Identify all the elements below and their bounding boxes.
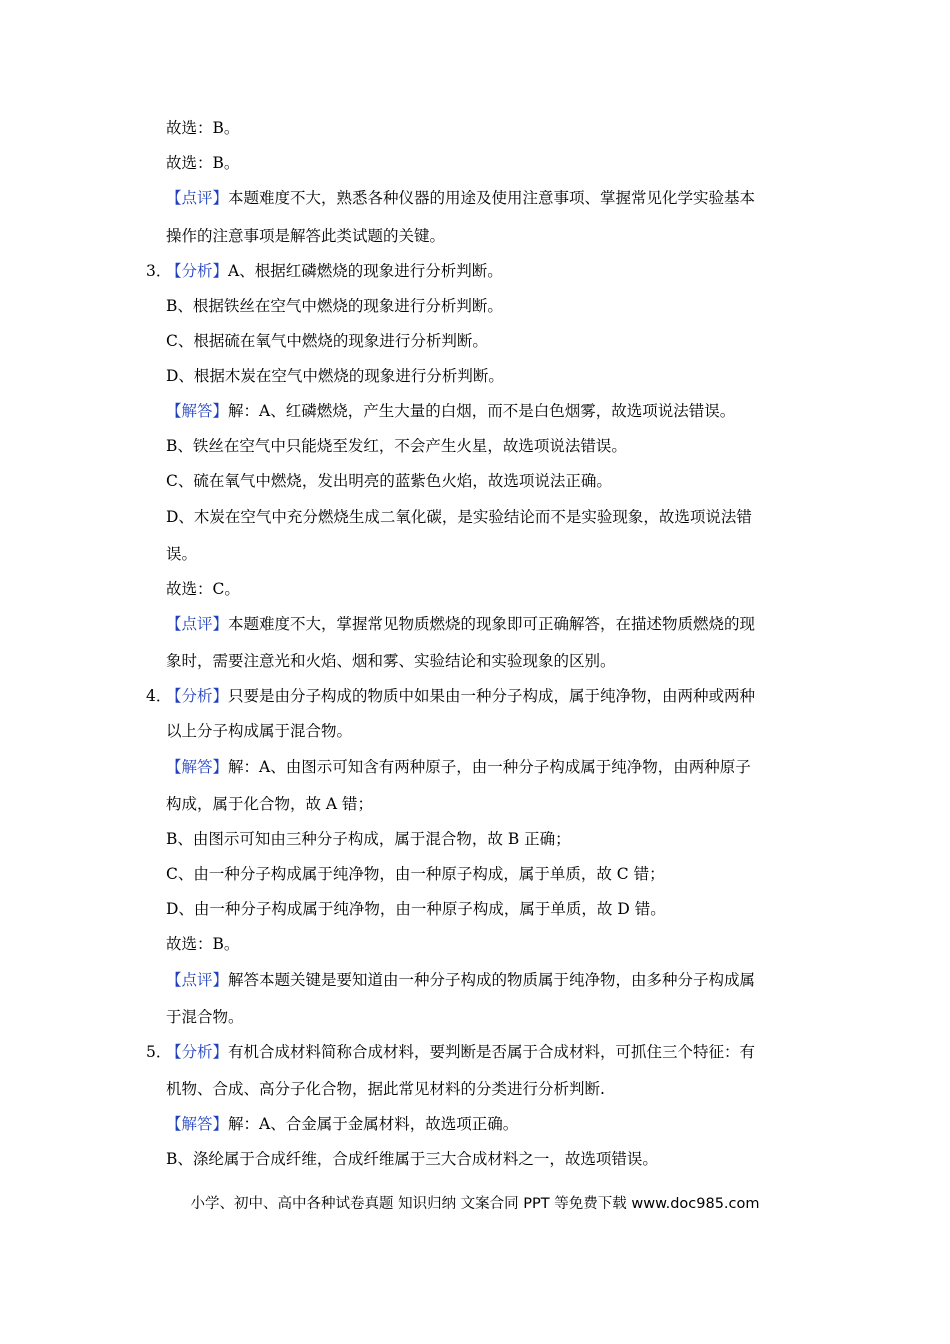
analysis-text: 只要是由分子构成的物质中如果由一种分子构成，属于纯净物，由两种或两种 xyxy=(228,687,756,705)
choose-line: 故选：B。 xyxy=(166,935,240,953)
analysis-line: 机物、合成、高分子化合物，据此常见材料的分类进行分析判断. xyxy=(166,1080,605,1098)
question-number: 4． xyxy=(146,687,172,705)
answer-line: C、由一种分子构成属于纯净物，由一种原子构成，属于单质，故 C 错； xyxy=(166,865,665,883)
answer-line: 构成，属于化合物，故 A 错； xyxy=(166,795,374,813)
answer-line: D、木炭在空气中充分燃烧生成二氧化碳，是实验结论而不是实验现象，故选项说法错 xyxy=(166,508,752,526)
analysis-line: B、根据铁丝在空气中燃烧的现象进行分析判断。 xyxy=(166,297,503,315)
choose-line: 故选：C。 xyxy=(166,580,240,598)
comment-line-2: 于混合物。 xyxy=(166,1008,244,1026)
answer-line xyxy=(166,1114,518,1134)
answer-line: B、涤纶属于合成纤维，合成纤维属于三大合成材料之一，故选项错误。 xyxy=(166,1150,658,1168)
answer-tag: 【解答】 xyxy=(166,402,229,420)
analysis-tag: 【分析】 xyxy=(166,262,229,280)
analysis-line xyxy=(166,261,503,281)
analysis-line: D、根据木炭在空气中燃烧的现象进行分析判断。 xyxy=(166,367,504,385)
choose-line: 故选：B。 xyxy=(166,119,240,137)
comment-text: 本题难度不大，掌握常见物质燃烧的现象即可正确解答，在描述物质燃烧的现 xyxy=(228,615,756,633)
answer-tag: 【解答】 xyxy=(166,758,229,776)
comment-line xyxy=(166,970,755,990)
comment-text: 本题难度不大，熟悉各种仪器的用途及使用注意事项、掌握常见化学实验基本 xyxy=(228,189,756,207)
question-number: 3． xyxy=(146,262,172,280)
comment-tag: 【点评】 xyxy=(166,615,229,633)
analysis-tag: 【分析】 xyxy=(166,1043,229,1061)
answer-text: 解：A、红磷燃烧，产生大量的白烟，而不是白色烟雾，故选项说法错误。 xyxy=(228,402,736,420)
analysis-line xyxy=(166,686,755,706)
answer-tag: 【解答】 xyxy=(166,1115,229,1133)
analysis-line: 以上分子构成属于混合物。 xyxy=(166,722,353,740)
comment-line-2: 操作的注意事项是解答此类试题的关键。 xyxy=(166,227,446,245)
comment-tag: 【点评】 xyxy=(166,971,229,989)
analysis-line xyxy=(166,1042,755,1062)
answer-line xyxy=(166,757,751,777)
question-number: 5． xyxy=(146,1043,172,1061)
answer-line: B、铁丝在空气中只能烧至发红，不会产生火星，故选项说法错误。 xyxy=(166,437,627,455)
answer-line xyxy=(166,401,735,421)
answer-text: 解：A、由图示可知含有两种原子，由一种分子构成属于纯净物，由两种原子 xyxy=(228,758,751,776)
answer-line: D、由一种分子构成属于纯净物，由一种原子构成，属于单质，故 D 错。 xyxy=(166,900,666,918)
answer-line: C、硫在氧气中燃烧，发出明亮的蓝紫色火焰，故选项说法正确。 xyxy=(166,472,612,490)
answer-line: 误。 xyxy=(166,545,198,563)
choose-line: 故选：B。 xyxy=(166,154,240,172)
comment-line-2: 象时，需要注意光和火焰、烟和雾、实验结论和实验现象的区别。 xyxy=(166,652,616,670)
analysis-text: 有机合成材料简称合成材料，要判断是否属于合成材料，可抓住三个特征：有 xyxy=(228,1043,756,1061)
analysis-line: C、根据硫在氧气中燃烧的现象进行分析判断。 xyxy=(166,332,488,350)
analysis-text: A、根据红磷燃烧的现象进行分析判断。 xyxy=(228,262,503,280)
comment-tag: 【点评】 xyxy=(166,189,229,207)
comment-line xyxy=(166,188,755,208)
answer-line: B、由图示可知由三种分子构成，属于混合物，故 B 正确； xyxy=(166,830,571,848)
page-footer: 小学、初中、高中各种试卷真题 知识归纳 文案合同 PPT 等免费下载 www.doc985.com xyxy=(190,1196,760,1212)
comment-line xyxy=(166,614,755,634)
analysis-tag: 【分析】 xyxy=(166,687,229,705)
answer-text: 解：A、合金属于金属材料，故选项正确。 xyxy=(228,1115,519,1133)
comment-text: 解答本题关键是要知道由一种分子构成的物质属于纯净物，由多种分子构成属 xyxy=(228,971,756,989)
